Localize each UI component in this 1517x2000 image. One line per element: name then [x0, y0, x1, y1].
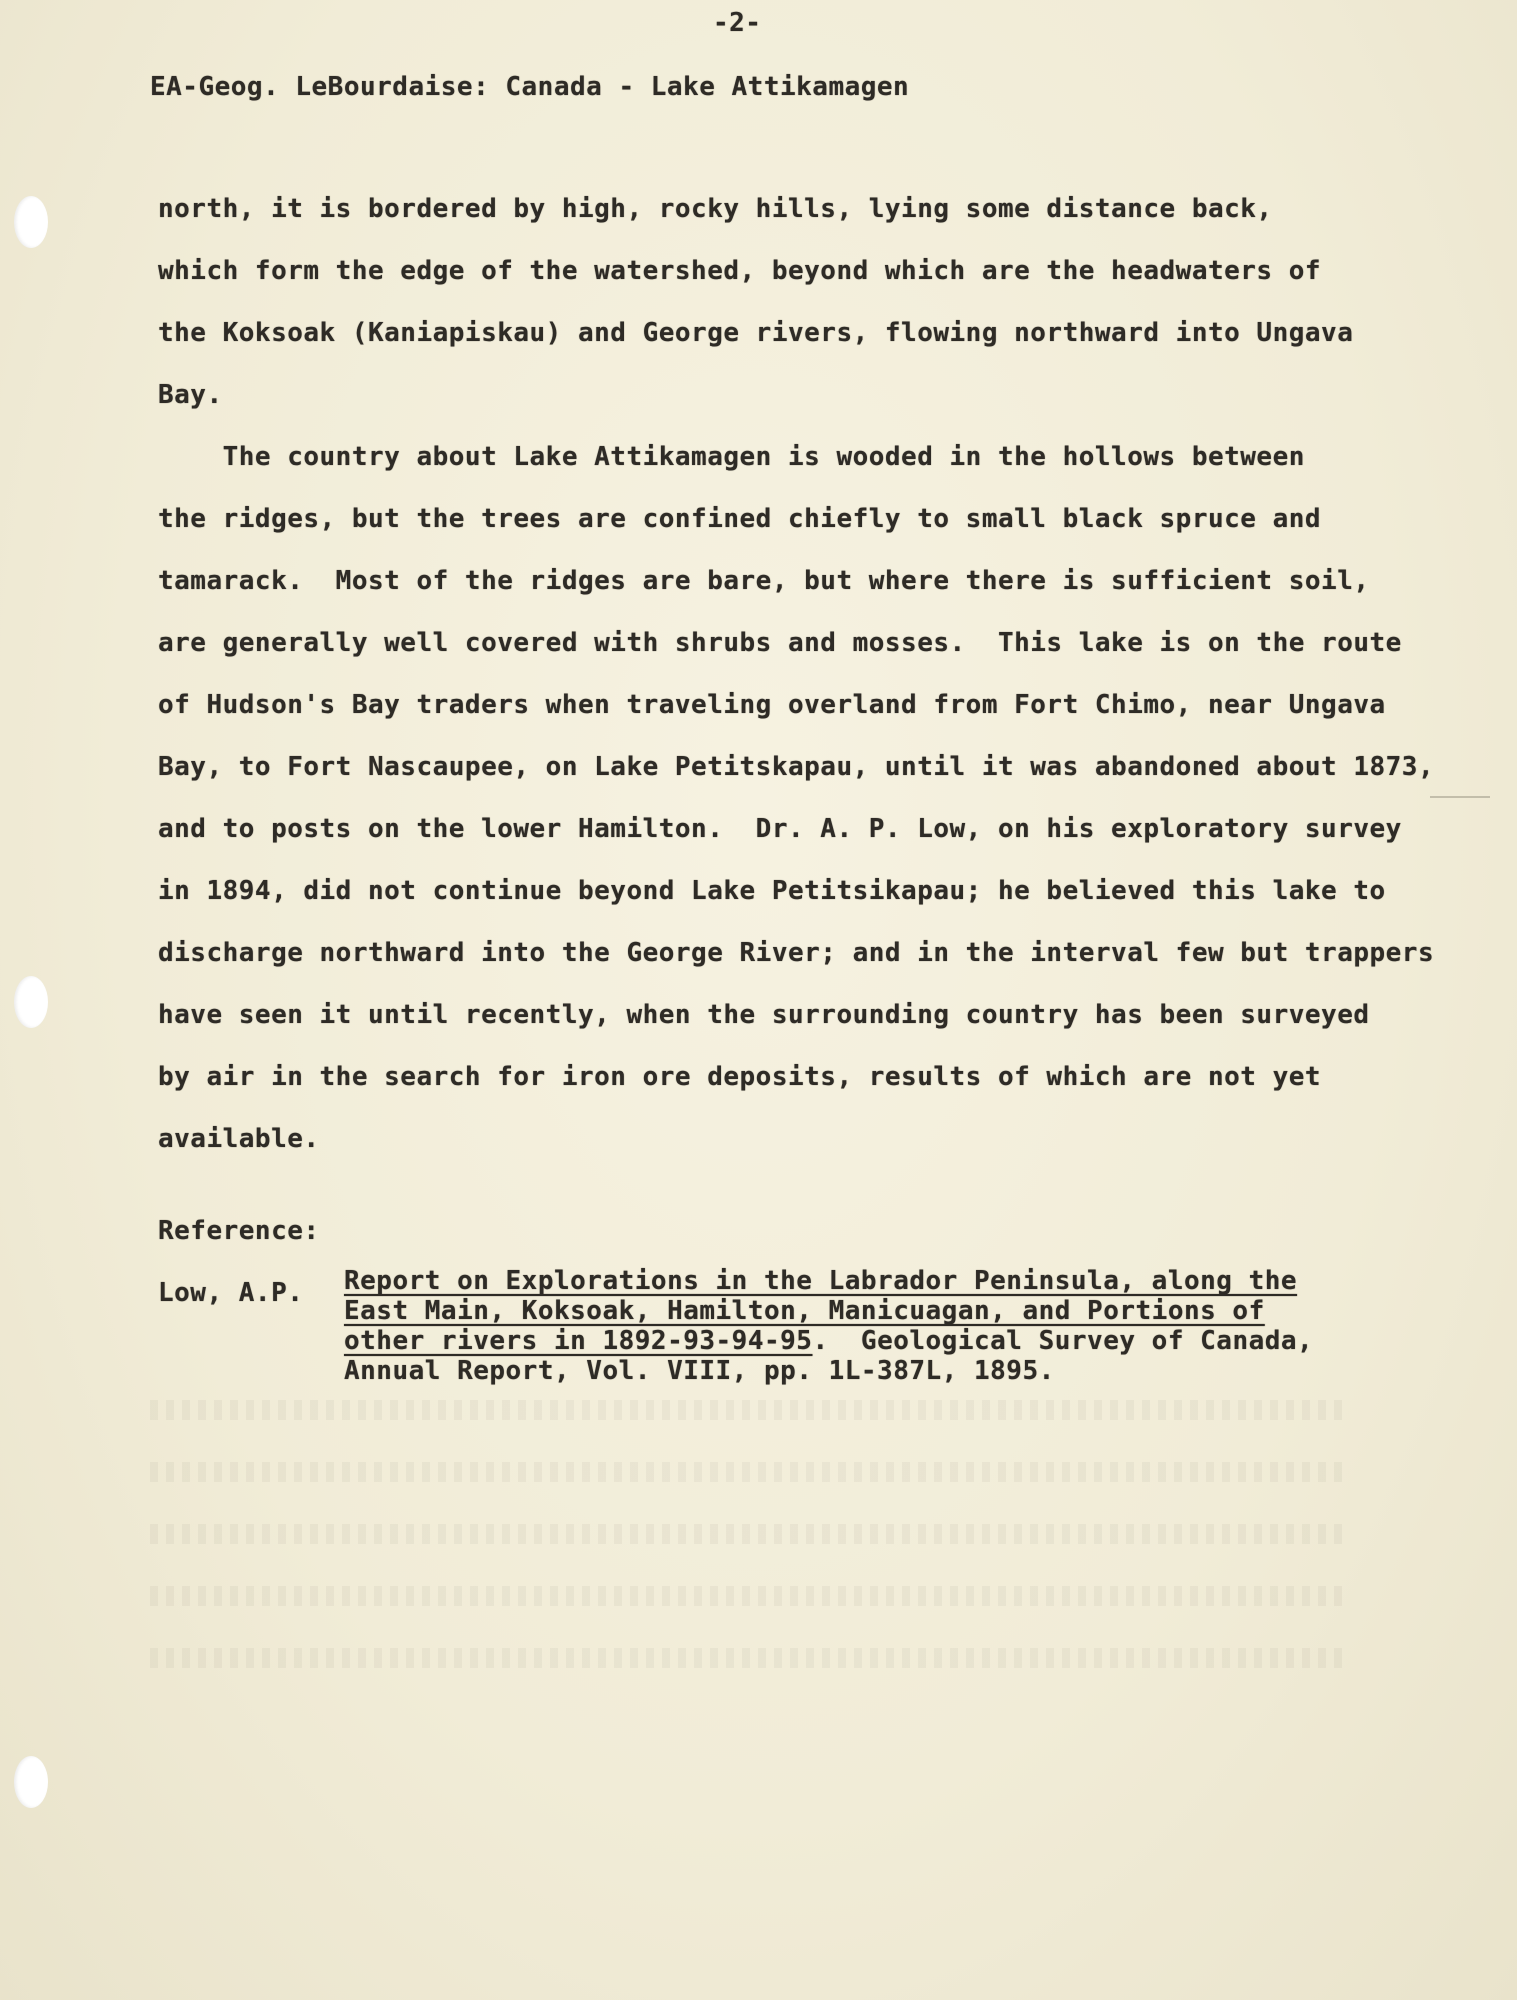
- bleed-through: [150, 1462, 1350, 1482]
- bleed-through: [150, 1586, 1350, 1606]
- body-line: by air in the search for iron ore deposits, results of which are not yet: [158, 1062, 1322, 1092]
- body-line: north, it is bordered by high, rocky hills, lying some distance back,: [158, 194, 1273, 224]
- margin-mark: [1430, 796, 1490, 798]
- punch-hole: [14, 976, 48, 1028]
- punch-hole: [14, 1756, 48, 1808]
- bleed-through: [150, 1524, 1350, 1544]
- body-line: have seen it until recently, when the surrounding country has been surveyed: [158, 1000, 1370, 1030]
- reference-author: Low, A.P.: [158, 1278, 304, 1308]
- reference-line: [344, 1328, 1313, 1354]
- reference-title-line: Report on Explorations in the Labrador Peninsula, along the: [344, 1266, 1298, 1296]
- body-line: are generally well covered with shrubs and mosses. This lake is on the route: [158, 628, 1402, 658]
- bleed-through: [150, 1648, 1350, 1668]
- body-line: of Hudson's Bay traders when traveling overland from Fort Chimo, near Ungava: [158, 690, 1386, 720]
- reference-citation: Annual Report, Vol. VIII, pp. 1L-387L, 1895.: [344, 1356, 1055, 1386]
- reference-source: . Geological Survey of Canada,: [812, 1326, 1314, 1356]
- body-line: Bay.: [158, 380, 223, 410]
- reference-heading: Reference:: [158, 1216, 320, 1246]
- body-line: in 1894, did not continue beyond Lake Petitsikapau; he believed this lake to: [158, 876, 1386, 906]
- reference-title-end: other rivers in 1892-93-94-95: [344, 1326, 813, 1356]
- body-line: the ridges, but the trees are confined chiefly to small black spruce and: [158, 504, 1322, 534]
- document-header: EA-Geog. LeBourdaise: Canada - Lake Attikamagen: [150, 72, 910, 102]
- body-line: discharge northward into the George River; and in the interval few but trappers: [158, 938, 1435, 968]
- page-number: -2-: [713, 8, 762, 38]
- body-line: and to posts on the lower Hamilton. Dr. A. P. Low, on his exploratory survey: [158, 814, 1402, 844]
- body-line: the Koksoak (Kaniapiskau) and George rivers, flowing northward into Ungava: [158, 318, 1354, 348]
- body-line: available.: [158, 1124, 320, 1154]
- bleed-through: [150, 1400, 1350, 1420]
- body-line: The country about Lake Attikamagen is wooded in the hollows between: [158, 442, 1305, 472]
- body-line: which form the edge of the watershed, beyond which are the headwaters of: [158, 256, 1322, 286]
- body-line: tamarack. Most of the ridges are bare, but where there is sufficient soil,: [158, 566, 1370, 596]
- punch-hole: [14, 196, 48, 248]
- reference-title-line: East Main, Koksoak, Hamilton, Manicuagan, and Portions of: [344, 1296, 1265, 1326]
- body-line: Bay, to Fort Nascaupee, on Lake Petitskapau, until it was abandoned about 1873,: [158, 752, 1435, 782]
